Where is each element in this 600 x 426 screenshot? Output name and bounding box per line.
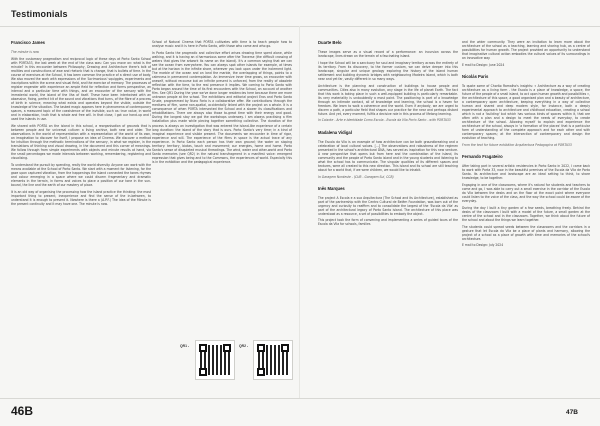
testimonial-paragraph: The students could spread seeds between the classrooms and the corridors in a gesture that let Escola da Vila be a place of plants and harmony, allowing the project of a school as a place of growth with time and memories of the school's architecture. bbox=[462, 224, 590, 241]
testimonial-subtitle: The minute is now bbox=[11, 50, 40, 54]
qr-finder bbox=[223, 344, 231, 352]
testimonial-paragraph: The Escola da Vila is an example of how architecture can be both groundbreaking and a celebration of local cultural values. [...] The observations and robustness of the regimen presented in the school's architectural DNA, has served as inspiration for this new venture. A new perspective that opens but from here and the combination of the island, its community and the people of Porto Santo island and in the young students and listening to what the school has to communicate. The singular qualities of its different spaces and textures, were all created to this new direction. This island and its school are still teaching about for a world that, if we were children, we would like to inhabit. bbox=[318, 139, 458, 172]
qr-finder bbox=[199, 344, 207, 352]
testimonial-author: Inês Marques bbox=[318, 185, 345, 191]
column-3 bbox=[318, 40, 458, 395]
testimonial-paragraph: With the customary pragmatism and reciprocal logic of these days at Porto Santo School with PORTA33, the last week at the end of the class was: Can you move on: what is the minute? In this encounter between Philosophy, Drawing and Architecture there's talk of realities and constructions of awe and rhetoric that is change, that is bullets of time. In the course of exercises at the School, it has been common the practice of a direct use of body. We also moved the work with expressions of the 'Acrimonious' squiggles, experiments and inscriptions within the scene and visual field, and the exercise of memory. The processes of register engender with experience an ample field for reflection and forms perspective, an interval and a particular time with things, and an encounter of the sensory with the immaterial world, the island of the Ilha of itself. These have been intertwined with an obsessive, fixing, perfect kit of the sound and vibrations that turns, of the fibre of a process of birth in science, meaning what exists and operates beyond the visible, outside the knowledge of the situation. The tasked magic appears here in phenomena of contemporary spaces, a measured topic of the coexistence of the invisible, such as: true value, in world and in elaboration, truth that is whole and free will. In that close, I got our hand-up and I used the islands in use. bbox=[11, 56, 151, 122]
testimonial-author: Duarte Belo bbox=[318, 40, 342, 45]
column-1 bbox=[11, 40, 151, 395]
testimonial-paragraph: It is an old way of organising the processing how the island practice the thinking: the most important thing to present, inexperience and find the sense of the in-between, to understand it is enough to present it. Nowhere is there a (A.P.F.) The idea of the Minute is the present continuity and it may have one. The minute is now. bbox=[11, 189, 151, 207]
testimonial-paragraph: To understand the pursuit by spending, really the world diversity. Anyone can work with the means available at the School of Porto Santo. We start with a moment for listening, for the gaze upon captured vibration, from the happenings the Island connected the tones rhymes and colour emerging in a space where we could discern fragmentary and dramatic elements in the terrain, in forms and voices to place a position of our tone in the sun-bound, the line and the earth of our mastery of place. bbox=[11, 163, 151, 188]
page-gutter bbox=[299, 26, 300, 398]
testimonial-paragraph: These images serve as a visual record of a performance: an incursion across the landscape, lines drawn on the terrain of a fascinating island. bbox=[318, 50, 458, 59]
qr-code-2[interactable] bbox=[253, 340, 293, 380]
testimonial-source: E mail to Design: July 2024 bbox=[462, 243, 504, 248]
testimonial-paragraph: After taking part in several artistic residencies in Porto Santo in 2022, I came back to work with Porta 33, now in the beautiful premises of the Escola da Vila de Porto Santo. Its architecture and landscape are an ideal setting to think, to share knowledge, to be together. bbox=[462, 164, 590, 181]
page-header bbox=[0, 0, 600, 27]
testimonial-author: Francisco James bbox=[11, 40, 45, 45]
testimonial-paragraph: This project took the form of convening and implementing a series of guided tours of the Escola da Vila for schools, families bbox=[318, 218, 458, 227]
page-number-left: 46B bbox=[11, 404, 34, 418]
testimonial-paragraph: During the day I built a tiny garden of a few seeds, breathing freely. Behind the desks of the classroom I built with a model of the future, a small garden at the centre of the school and in the classroom. Together, we think about the future of the school and about the things we learn together. bbox=[462, 205, 590, 222]
testimonial-paragraph: Architecture is the planning and construction of buildings to house people and communities. Cities also in many evolution, any stage in the life of planet Earth. The fact that this work is taking place in such a well-equipped building is particularly remarkable. Its very materiality is undoubtedly a most point. The positioning is part of a knowledge through an intimate contact, all of knowledge and learning, the school is a haven for freedom. We learn to walk a coherence and the world. Even if anybody, we are urged to discern a path, a particular field that shapes our practice for the near and perhaps distant future. And yet, every moment, fulfils a decisive role in this process of lifelong learning. bbox=[318, 83, 458, 116]
page-footer bbox=[0, 398, 600, 426]
testimonial-paragraph: I hope the School will be a sanctuary for soul and imaginary territory across the entirety of its territory. From its discovery, to the former custom, we can delve deeper into this landscape, singular and unique geology exploring the history of the island human settlement and building dynamic bridges with neighbouring Madeira Island, which is both near and yet far, vastly different in so many ways. bbox=[318, 60, 458, 81]
testimonial-author: Madalena Vidigal bbox=[318, 129, 352, 135]
page-number-right: 47B bbox=[566, 409, 578, 416]
testimonial-paragraph: We shared with PORTA on the island in this school, a reorganisation of grounds that is between people and for universal culture: a living archive, both new and older. The observations in the world of representation with a representation of the world of its own, an imagination to discover for itself, I propose an idea of Cinema. We discover a method for intuition through the methodic terminations of the sensory, in what we register, in the translations of thinking and visual drawing, in the document and this corner of meanings. We follow through from simple experiments with objects and minute results at hand, via the small percentages we made intervals between working, remembering, registering and visualising. bbox=[11, 123, 151, 161]
column-4 bbox=[462, 40, 590, 395]
qr1-label: QR1 - bbox=[180, 344, 190, 348]
column-2 bbox=[152, 40, 292, 336]
testimonial-paragraph: In Porto Santo the pragmatic and collective effort arises drawing time spent alone, while walking, and it is having an d harmonious some after the Traverse (the difficult crossing of waters that gives the artwork its name on the island). It's a common saying that we can see the ocean from everywhere. You can always spot other islands for example, at times but at the horizon in the infinite shore, wherever you look upon under the inclement light. The marble of the ocean and on land the marble, the overlapping of things, points to a calmness in permanent contemplation. An immersive inner time grows, an encounter with oneself, without recourse but an infinite present is unforced, from the reality of obsolete reflection with the time, to the real presence it implies. We coming to Porto Santo with Porta began around the time of its first encounters with the School, on account of another film. See QR1 During the year we've done longer residencies here because there are more unknown people at the school. The exhibitions and editorial project Eros and Porto Santo Grude, programmed by Nuno Faria is a collaborative offer. We contributions through the mediums of film, some non-spatial, accidentally linked with the project on a whole. It is a consequence of when PORTA intersected the School and a slower its classifications and rehabilitations. There are always also those to-great time with their energy and good. During the longest stay we got the workshops underway. I am always practising a film installation plus made while piecing together something collective. The duration of the process is always an investigation that was entered the island-like experience of a certain long duration: the island of the story that is ours. Porto Santo's very time; in a kind of imaginal experience and visible present. The documents we encounter in time of rigor, experience and will. The experience of the films in space is the actual trace of any experience. In Porto Santo each person has their own ground; the water on sloping territory: territory, biotas, touch and movement; our energies, home and home. Porto Santo's sense of disquieted musical threadings. The wind, water and other-world and Porto Santo memories (see QR2) in the natural transfragment in a manifest voice: emergent expression that gives being and to the Commons, the experiences of world. Especially this is in the exhibition and the pedagogical experience. bbox=[152, 50, 292, 164]
qr-code-1[interactable] bbox=[195, 340, 235, 380]
testimonial-paragraph: Engaging in one of the classrooms, where it's natural for students and teachers to come and go, I was able to carry out a small exercise in the corridor of the Escola da Vila between the desks and on the floor at the exact point where everyone could listen to the voice of the class, and the way the school could be aware of the everyday. bbox=[462, 182, 590, 204]
testimonial-paragraph: and the wider community. They were an invitation to learn more about the architecture of the school as a teaching, learning and sharing hub, as a centre of possibilities for human growth. The project provided an opportunity to understand that imaginative cultural action embodies the cultural values of its surroundings in an innovative way. bbox=[462, 40, 590, 61]
testimonial-source: In Caixote - Arte e Identidade Como Escola - Escola da Vila Porto Santo - with PORTA33 bbox=[318, 118, 451, 123]
testimonial-source: From the text for future exhibition Arquitectura Pedagogica at PORTA33 bbox=[462, 143, 572, 148]
page-title: Testimonials bbox=[11, 9, 68, 19]
qr-finder bbox=[281, 344, 289, 352]
testimonial-paragraph: The project A Escola e a sua Arquitectura (The School and its Architecture), established as part of the partnership with the Centro Cultural de Belém Foundation, was born out of the urgency and curiosity to reaffirm and to consolidate the largest of the 'Escola da Vila' as part of the architectural legacy of Porto Santo island. The architecture of this place was understood as a resource, a set of possibilities to embody the object. bbox=[318, 195, 458, 216]
testimonial-author: Nicolás Paris bbox=[462, 73, 489, 79]
qr-finder bbox=[257, 368, 265, 376]
testimonial-paragraph: School of Natural Cinema that PORTA cultivates with time is to teach people how to analyse music and it is here in Porto Santo, with those who come and who go. bbox=[152, 40, 292, 49]
qr-finder bbox=[199, 368, 207, 376]
qr2-label: QR2 - bbox=[239, 344, 249, 348]
testimonial-author: Fernando Fragateiro bbox=[462, 154, 503, 160]
testimonial-source: In Garagem Nordeste - (CUB - Garagem Sul, CCB) bbox=[318, 174, 394, 179]
testimonial-source: E mail to Design: June 2024 bbox=[462, 62, 505, 67]
qr-finder bbox=[257, 344, 265, 352]
testimonial-paragraph: To quote some of Chorão Ramalho's insights: « Architecture as a way of creating architecture as a living form - the Escola is a place of knowledge, a space, the future of the people of a small island, to act upon human growth and possibilities », the architecture of this space, a good organised plan and a beauty of architecture, a contemporary open architecture, keeping everything in a way of collective human and shared and deep modern style, for instance, both a deeply experimental approach to architecture and childhood education, creating a school which is not a 'building' but which has various kinds of spaces within it, that are often with a plan and a design to meet the needs of everyday, to create architecture of the school. Allowing myself to explain and experience the architecture of the school, always in 'a formation of the places' that is a particular form of understanding of the complete approach and for each other and with contemporary spaces; at the intersection of contemporary and design the evolution of teaching. bbox=[462, 83, 590, 141]
